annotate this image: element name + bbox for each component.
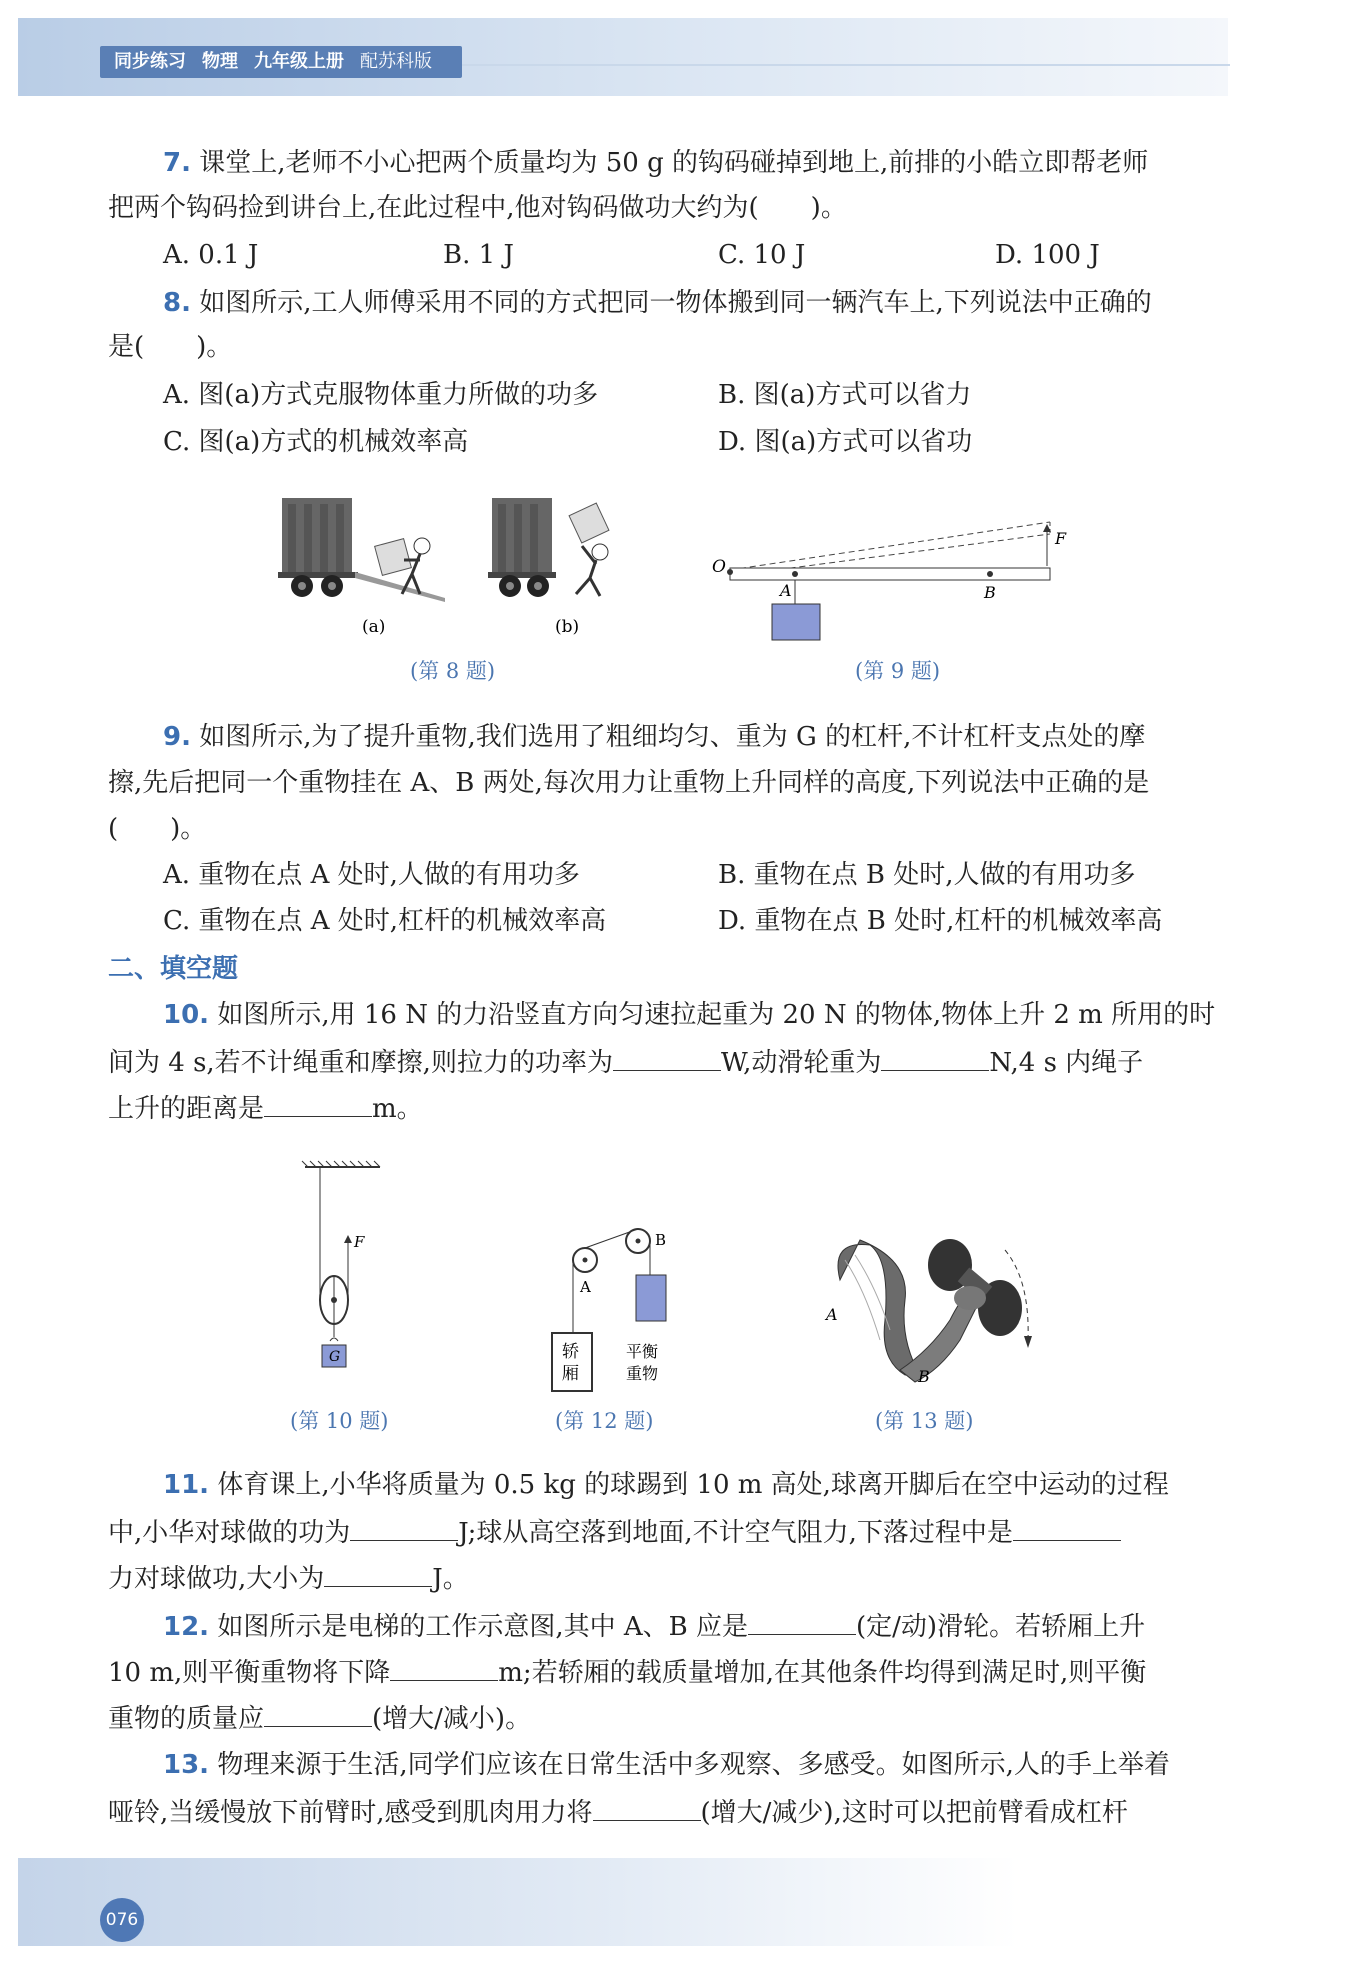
q8-line2: 是( )。: [108, 332, 233, 362]
q10-text1: 如图所示,用 16 N 的力沿竖直方向匀速拉起重为 20 N 的物体,物体上升 2 m 所用的时: [217, 1000, 1216, 1030]
q12-text3a: 重物的质量应: [108, 1704, 265, 1734]
q7-option-c: C. 10 J: [718, 240, 806, 270]
worker-a-icon: [375, 538, 430, 594]
fig8-label-a: (a): [362, 617, 386, 637]
q12-line1: [163, 1610, 1145, 1642]
fig9-label-f: F: [1055, 529, 1067, 548]
q12-text1b: (定/动)滑轮。若轿厢上升: [856, 1612, 1146, 1642]
fig12-caption: (第 12 题): [555, 1409, 654, 1433]
q9-option-a: A. 重物在点 A 处时,人做的有用功多: [163, 860, 580, 890]
cabin-label-1: 轿: [562, 1342, 579, 1362]
q8-number: 8.: [163, 288, 191, 318]
q8-option-a: A. 图(a)方式克服物体重力所做的功多: [163, 380, 599, 410]
q11-number: 11.: [163, 1470, 210, 1500]
q9-line3: ( )。: [108, 814, 207, 844]
truck-a-icon: [278, 498, 358, 597]
q11-line2: [108, 1516, 1121, 1548]
q8-option-b: B. 图(a)方式可以省力: [718, 380, 972, 410]
q10-line3: [108, 1092, 423, 1124]
q8-line1: [163, 288, 1152, 318]
pulley-hub: [331, 1297, 337, 1303]
q9-line1: [163, 722, 1145, 752]
fig12-label-a: A: [580, 1278, 591, 1296]
q12-text2b: m;若轿厢的载质量增加,在其他条件均得到满足时,则平衡: [498, 1658, 1147, 1688]
pulley-b-hub: [636, 1239, 641, 1244]
q12-line3: [108, 1702, 531, 1734]
lever-bar: [730, 568, 1050, 580]
q11-line3: [108, 1562, 469, 1594]
hook: [330, 1325, 338, 1341]
q11-text1: 体育课上,小华将质量为 0.5 kg 的球踢到 10 m 高处,球离开脚后在空中运动的过程: [217, 1470, 1169, 1500]
series-label: 同步练习: [114, 51, 186, 72]
fig10-label-g: G: [329, 1349, 341, 1365]
fig8-caption: (第 8 题): [410, 659, 496, 683]
q8-option-c: C. 图(a)方式的机械效率高: [163, 427, 469, 457]
point-a: [792, 571, 798, 577]
header-tab: [100, 46, 462, 78]
cabin-label-2: 厢: [562, 1364, 579, 1384]
q12-text2a: 10 m,则平衡重物将下降: [108, 1658, 391, 1688]
q10-text2a: 间为 4 s,若不计绳重和摩擦,则拉力的功率为: [108, 1048, 613, 1078]
q12-number: 12.: [163, 1612, 210, 1642]
figure-9: [710, 500, 1080, 650]
q10-blank-power[interactable]: [613, 1046, 721, 1071]
q11-blank-work[interactable]: [350, 1516, 458, 1541]
q7-option-a: A. 0.1 J: [163, 240, 259, 270]
fig13-caption: (第 13 题): [875, 1409, 974, 1433]
q13-number: 13.: [163, 1750, 210, 1780]
q9-option-d: D. 重物在点 B 处时,杠杆的机械效率高: [718, 906, 1163, 936]
fig8-label-b: (b): [555, 617, 580, 637]
q13-line1: [163, 1750, 1170, 1780]
q13-text2b: (增大/减少),这时可以把前臂看成杠杆: [700, 1798, 1128, 1828]
lever-raised-outline: [730, 522, 1050, 570]
fig9-label-o: O: [712, 557, 726, 577]
motion-arrowhead: [1024, 1336, 1032, 1348]
q11-blank-force[interactable]: [1013, 1516, 1121, 1541]
q11-text3a: 力对球做功,大小为: [108, 1564, 325, 1594]
ramp: [355, 572, 445, 602]
q10-line2: [108, 1046, 1143, 1078]
q7-text1: 课堂上,老师不小心把两个质量均为 50 g 的钩码碰掉到地上,前排的小皓立即帮老师: [199, 148, 1149, 178]
q10-text2c: N,4 s 内绳子: [989, 1048, 1144, 1078]
q8-option-d: D. 图(a)方式可以省功: [718, 427, 973, 457]
fig9-label-b: B: [984, 583, 996, 602]
figure-13: [820, 1200, 1060, 1400]
q13-blank-force[interactable]: [593, 1796, 701, 1821]
q7-line2: 把两个钩码捡到讲台上,在此过程中,他对钩码做功大约为( )。: [108, 193, 847, 223]
fig13-label-a: A: [826, 1305, 838, 1324]
q7-line1: [163, 148, 1148, 178]
q8-text1: 如图所示,工人师傅采用不同的方式把同一物体搬到同一辆汽车上,下列说法中正确的: [199, 288, 1152, 318]
q10-blank-distance[interactable]: [264, 1092, 372, 1117]
q9-text1: 如图所示,为了提升重物,我们选用了粗细均匀、重为 G 的杠杆,不计杠杆支点处的摩: [199, 722, 1146, 752]
q10-text3b: m。: [372, 1094, 423, 1124]
figure-12: [540, 1225, 690, 1400]
worker-b-icon: [569, 503, 609, 596]
q10-text2b: W,动滑轮重为: [720, 1048, 882, 1078]
q12-text3b: (增大/减小)。: [372, 1704, 532, 1734]
fig13-label-b: B: [918, 1367, 930, 1386]
fig9-caption: (第 9 题): [855, 659, 941, 683]
q12-blank-mass[interactable]: [264, 1702, 372, 1727]
q9-option-b: B. 重物在点 B 处时,人做的有用功多: [718, 860, 1136, 890]
q12-blank-pulley-type[interactable]: [748, 1610, 856, 1635]
q9-line2: 擦,先后把同一个重物挂在 A、B 两处,每次用力让重物上升同样的高度,下列说法中正确的是: [108, 768, 1150, 798]
q9-number: 9.: [163, 722, 191, 752]
counterweight-label-1: 平衡: [626, 1342, 659, 1361]
point-b: [987, 571, 993, 577]
edition-label: 配苏科版: [360, 51, 432, 72]
q10-number: 10.: [163, 1000, 210, 1030]
q10-text3a: 上升的距离是: [108, 1094, 265, 1124]
fig9-label-a: A: [780, 581, 792, 600]
fig10-label-f: F: [354, 1233, 365, 1251]
q10-blank-pulley-weight[interactable]: [881, 1046, 989, 1071]
pull-arrowhead: [344, 1235, 352, 1243]
q7-option-d: D. 100 J: [995, 240, 1100, 270]
q13-line2: [108, 1796, 1128, 1828]
q12-text1a: 如图所示是电梯的工作示意图,其中 A、B 应是: [217, 1612, 749, 1642]
pivot-point: [727, 569, 733, 575]
fig12-label-b: B: [655, 1231, 667, 1249]
page-number: 076: [100, 1898, 144, 1942]
truck-b-icon: [488, 498, 556, 597]
q11-line1: [163, 1470, 1169, 1500]
section-fill-in-heading: 二、填空题: [108, 954, 239, 984]
fig10-caption: (第 10 题): [290, 1409, 389, 1433]
counterweight: [636, 1275, 666, 1321]
q10-line1: [163, 1000, 1215, 1030]
q12-line2: [108, 1656, 1146, 1688]
q11-blank-amount[interactable]: [324, 1562, 432, 1587]
pulley-a-hub: [583, 1258, 588, 1263]
figure-10: [290, 1155, 410, 1395]
q13-text1: 物理来源于生活,同学们应该在日常生活中多观察、多感受。如图所示,人的手上举着: [217, 1750, 1170, 1780]
q7-number: 7.: [163, 148, 191, 178]
figure-8: [270, 490, 650, 650]
q13-text2a: 哑铃,当缓慢放下前臂时,感受到肌肉用力将: [108, 1798, 593, 1828]
q9-option-c: C. 重物在点 A 处时,杠杆的机械效率高: [163, 906, 607, 936]
subject-label: 物理: [202, 51, 238, 72]
weight-block: [772, 604, 820, 640]
q12-blank-descent[interactable]: [390, 1656, 498, 1681]
q7-option-b: B. 1 J: [443, 240, 514, 270]
grade-label: 九年级上册: [254, 51, 344, 72]
q11-text2a: 中,小华对球做的功为: [108, 1518, 351, 1548]
counterweight-label-2: 重物: [626, 1364, 659, 1383]
footer-band: [18, 1858, 1018, 1946]
q11-text2b: J;球从高空落到地面,不计空气阻力,下落过程中是: [458, 1518, 1013, 1548]
q11-text3b: J。: [432, 1564, 469, 1594]
